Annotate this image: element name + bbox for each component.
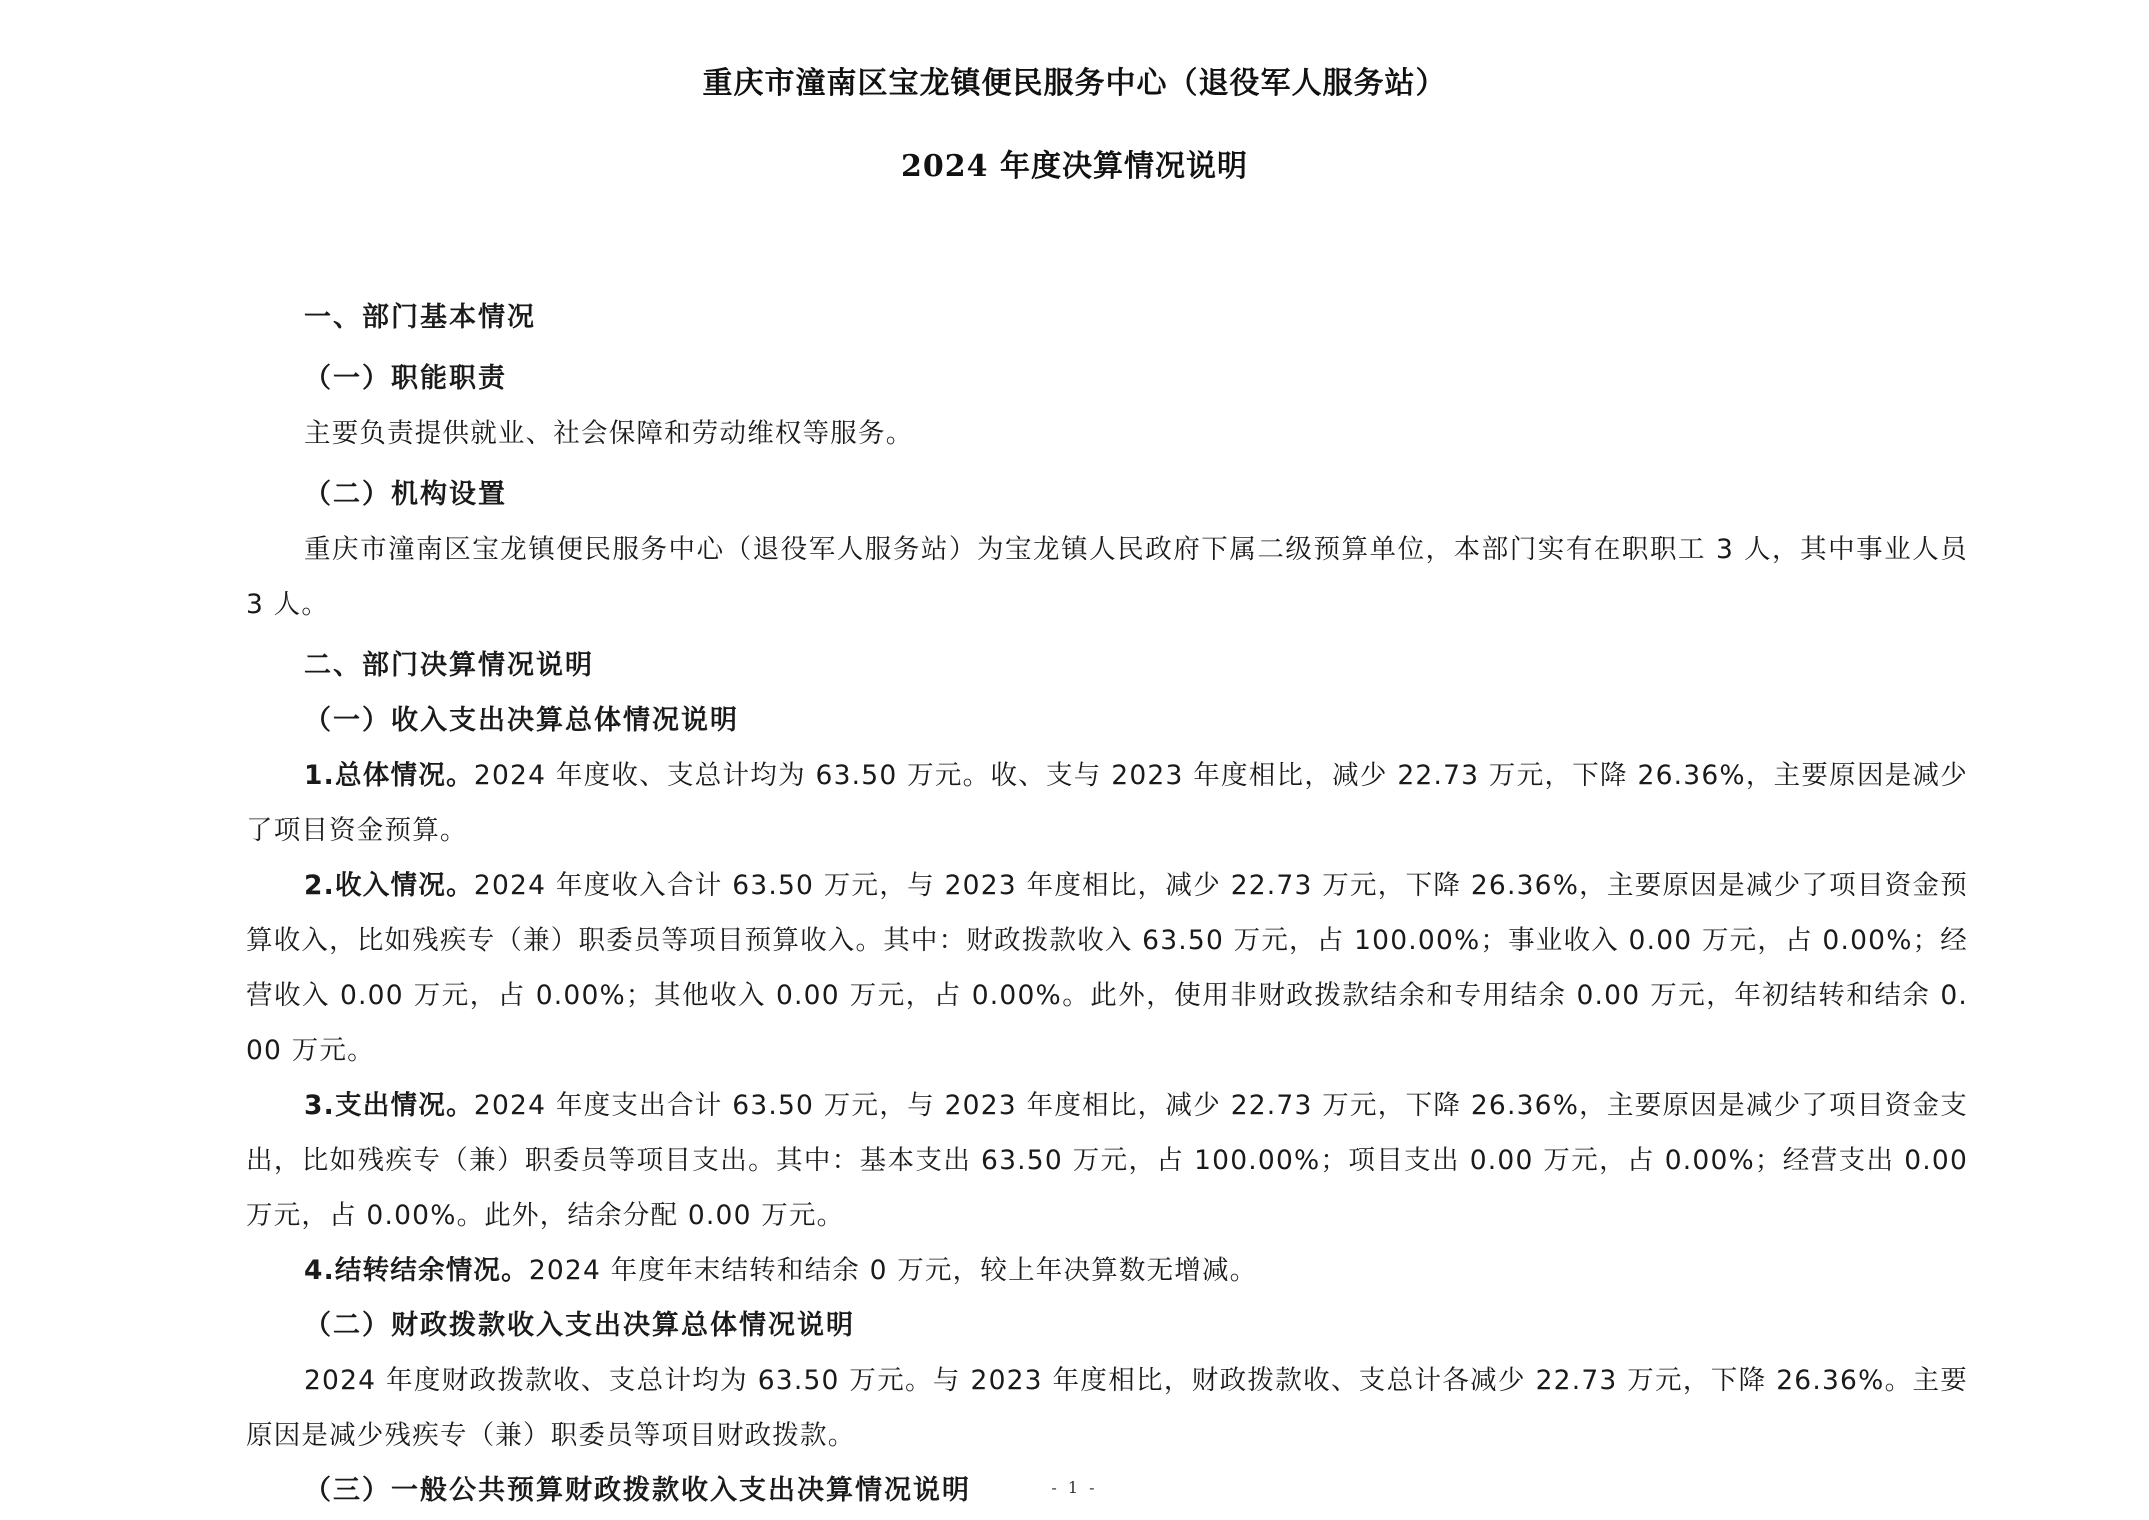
expense-label: 3.支出情况。 bbox=[304, 1090, 474, 1121]
section-heading-final-accounts: 二、部门决算情况说明 bbox=[304, 650, 594, 681]
income-label: 2.收入情况。 bbox=[304, 870, 474, 901]
expense-text: 2024 年度支出合计 63.50 万元，与 2023 年度相比，减少 22.73 万元，下降 26.36%，主要原因是减少了项目资金支出，比如残疾专（兼）职委员等项目支出。其中：基本支出 63.50 万元，占 100.00%；项目支出 0.00 万元，占 0.00%；经营支出 0.00 万元，占 0.00%。此外，结余分配 0.00 万元。 bbox=[246, 1090, 1968, 1231]
subsection-heading-income-expense-overall: （一）收入支出决算总体情况说明 bbox=[304, 705, 739, 736]
subsection-heading-functions: （一）职能职责 bbox=[304, 363, 507, 394]
expense-paragraph bbox=[246, 1078, 1968, 1243]
organization-paragraph: 重庆市潼南区宝龙镇便民服务中心（退役军人服务站）为宝龙镇人民政府下属二级预算单位，本部门实有在职职工 3 人，其中事业人员 3 人。 bbox=[246, 534, 1968, 620]
document-body bbox=[246, 290, 1968, 1518]
page-number: - 1 - bbox=[1051, 1478, 1098, 1497]
carryover-paragraph bbox=[246, 1243, 1968, 1298]
overall-paragraph bbox=[246, 748, 1968, 858]
overall-label: 1.总体情况。 bbox=[304, 760, 474, 791]
income-paragraph bbox=[246, 858, 1968, 1078]
subsection-heading-general-public-budget: （三）一般公共预算财政拨款收入支出决算情况说明 bbox=[304, 1475, 971, 1506]
subsection-heading-fiscal-appropriation: （二）财政拨款收入支出决算总体情况说明 bbox=[304, 1310, 855, 1341]
income-text: 2024 年度收入合计 63.50 万元，与 2023 年度相比，减少 22.73 万元，下降 26.36%，主要原因是减少了项目资金预算收入，比如残疾专（兼）职委员等项目预算收入。其中：财政拨款收入 63.50 万元，占 100.00%；事业收入 0.00 万元，占 0.00%；经营收入 0.00 万元，占 0.00%；其他收入 0.00 万元，占 0.00%。此外，使用非财政拨款结余和专用结余 0.00 万元，年初结转和结余 0.00 万元。 bbox=[246, 870, 1968, 1066]
fiscal-appropriation-paragraph: 2024 年度财政拨款收、支总计均为 63.50 万元。与 2023 年度相比，财政拨款收、支总计各减少 22.73 万元，下降 26.36%。主要原因是减少残疾专（兼）职委员等项目财政拨款。 bbox=[246, 1365, 1968, 1451]
carryover-text: 2024 年度年末结转和结余 0 万元，较上年决算数无增减。 bbox=[528, 1255, 1258, 1286]
carryover-label: 4.结转结余情况。 bbox=[304, 1255, 529, 1286]
document-title: 重庆市潼南区宝龙镇便民服务中心（退役军人服务站） bbox=[702, 66, 1447, 101]
subsection-heading-organization: （二）机构设置 bbox=[304, 479, 507, 510]
overall-text: 2024 年度收、支总计均为 63.50 万元。收、支与 2023 年度相比，减少 22.73 万元，下降 26.36%，主要原因是减少了项目资金预算。 bbox=[246, 760, 1968, 846]
section-heading-basic-info: 一、部门基本情况 bbox=[304, 302, 536, 333]
document-subtitle: 2024 年度决算情况说明 bbox=[901, 149, 1248, 184]
functions-paragraph: 主要负责提供就业、社会保障和劳动维权等服务。 bbox=[304, 418, 914, 449]
